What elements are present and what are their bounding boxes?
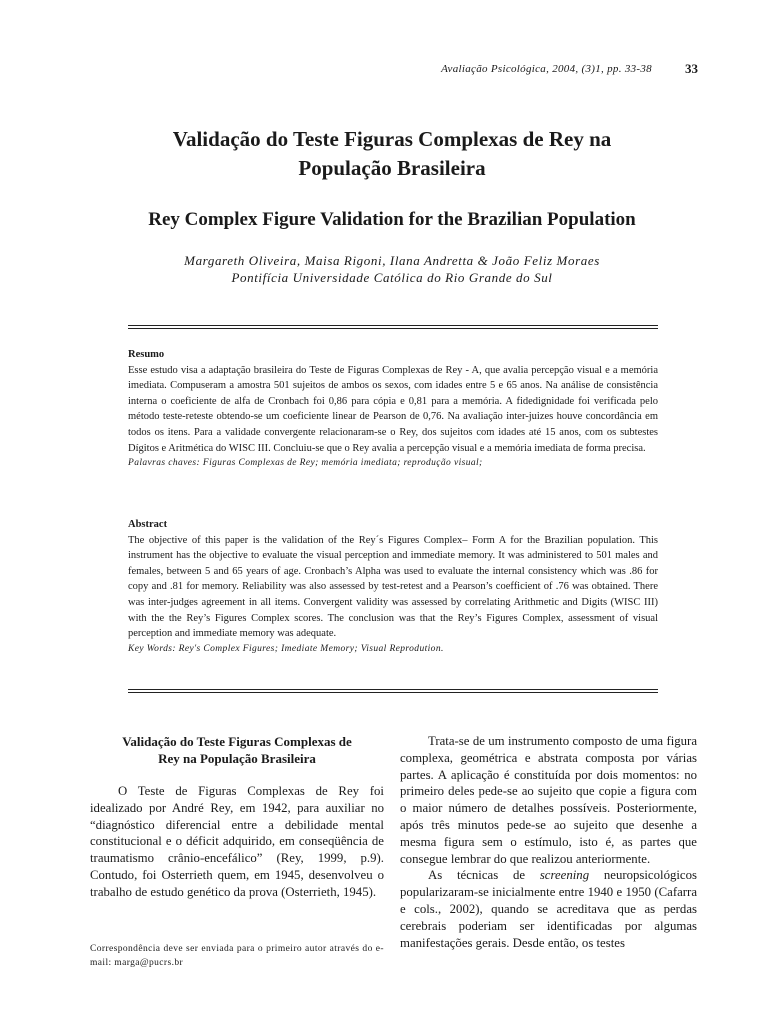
abstract-keywords: Key Words: Rey's Complex Figures; Imediate Memory; Visual Reprodution.	[128, 643, 444, 654]
abstract-section	[128, 517, 658, 657]
resumo-text: Esse estudo visa a adaptação brasileira do Teste de Figuras Complexas de Rey - A, que avalia percepção visual e a memória imediata. Compuseram a amostra 501 sujeitos de ambos os sexos, com idades entre 5 e 65 anos. Na análise de consistência interna o coeficiente de alfa de Cronbach foi 0,86 para cópia e 0,81 para a memória. A fidedignidade foi verificada pelo método teste-reteste obtendo-se um coeficiente linear de Pearson de 0,76. Na avaliação inter-juizes houve concordância em todos os itens. Para a validade convergente relacionaram-se o Rey, dos sujeitos com idades até 15 anos, com os subtestes Dígitos e Aritmética do WISC III. Concluiu-se que o Rey avalia a percepção visual e a memória imediata de forma precisa.	[128, 364, 658, 454]
body-left-column	[90, 733, 384, 901]
section-heading	[90, 733, 384, 767]
running-head: Avaliação Psicológica, 2004, (3)1, pp. 33-38	[441, 63, 652, 75]
title-portuguese-line-2: População Brasileira	[298, 156, 486, 180]
abstract-heading: Abstract	[128, 519, 168, 530]
body-right-column	[400, 733, 697, 951]
right-paragraph-1: Trata-se de um instrumento composto de uma figura complexa, geométrica e abstrata composta por várias partes. A aplicação é constituída por dois momentos: no primeiro deles pede-se ao sujeito que copie a figura com o maior número de detalhes possíveis. Posteriormente, após três minutos pede-se ao sujeito que desenhe a mesma figura sem o estímulo, isto é, as partes que consegue lembrar do que realizou anteriormente.	[400, 734, 697, 866]
right-paragraph-2-prefix: As técnicas de	[428, 868, 526, 883]
title-portuguese-line-1: Validação do Teste Figuras Complexas de Rey na	[172, 127, 612, 151]
author-names: Margareth Oliveira, Maisa Rigoni, Ilana Andretta & João Feliz Moraes	[184, 253, 600, 268]
page-number: 33	[685, 61, 698, 76]
section-heading-line-2: Rey na População Brasileira	[158, 751, 316, 766]
title-portuguese	[100, 125, 684, 183]
title-english: Rey Complex Figure Validation for the Brazilian Population	[148, 209, 636, 230]
author-affiliation: Pontifícia Universidade Católica do Rio Grande do Sul	[231, 270, 553, 285]
resumo-heading: Resumo	[128, 349, 165, 360]
section-heading-line-1: Validação do Teste Figuras Complexas de	[122, 734, 352, 749]
abstract-text: The objective of this paper is the validation of the Rey´s Figures Complex– Form A for the Brazilian population. This instrument has the objective to evaluate the visual perception and immediate memory. It was administered to 501 males and females, between 5 and 65 years of age. Cronbach’s Alpha was used to evaluate the internal consistency which was .86 for copy and .81 for memory. Reliability was also assessed by test-retest and a Pearson’s coefficient of .76 was obtained. There was inter-judges agreement in all items. Convergent validity was assessed by correlating Arithmetic and Digits (WISC III) with the the Rey’s Figures Complex scores. The conclusion was that the Rey’s Figures Complex, assessment of visual perception and immediate memory was adequate.	[128, 534, 658, 640]
bottom-double-rule	[128, 689, 658, 693]
resumo-keywords: Palavras chaves: Figuras Complexas de Rey; memória imediata; reprodução visual;	[128, 458, 483, 469]
right-paragraph-2-italic: screening	[539, 868, 590, 883]
top-double-rule	[128, 325, 658, 329]
correspondence-footnote: Correspondência deve ser enviada para o primeiro autor através do e-mail: marga@pucrs.br	[90, 944, 384, 968]
resumo-section	[128, 347, 658, 472]
right-paragraph-2	[400, 867, 697, 951]
right-paragraph-2-rest: neuropsicológicos popularizaram-se inicialmente entre 1940 e 1950 (Cafarra e cols., 2002), quando se acreditava que as perdas cerebrais poderiam ser identificadas por algumas manifestações gerais. Desde então, os testes	[400, 868, 697, 950]
left-paragraph: O Teste de Figuras Complexas de Rey foi idealizado por André Rey, em 1942, para auxiliar no “diagnóstico diferencial entre a debilidade mental constitucional e o déficit adquirido, em conseqüência de traumatismo crânio-encefálico” (Rey, 1999, p.9). Contudo, foi Osterrieth quem, em 1945, desenvolveu o trabalho de estudo genético da prova (Osterrieth, 1945).	[90, 784, 384, 899]
